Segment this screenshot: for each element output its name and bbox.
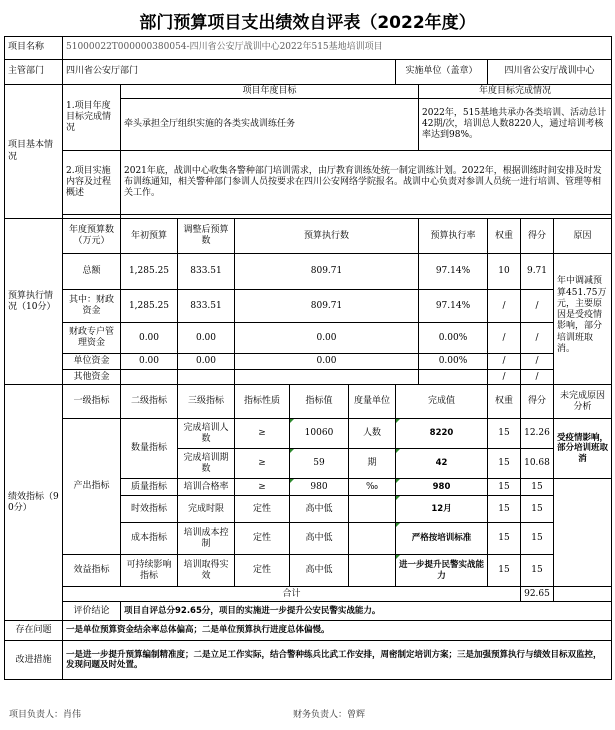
budget-header-adjusted: 调整后预算数 <box>178 219 235 254</box>
total-label: 合计 <box>63 587 521 602</box>
budget-section-label: 预算执行情况（10分） <box>5 219 63 385</box>
basic-info-label: 项目基本情况 <box>5 85 63 219</box>
perf-level2: 可持续影响指标 <box>121 555 178 587</box>
perf-nature: 定性 <box>235 496 290 523</box>
perf-header-level3: 三级指标 <box>178 385 235 419</box>
total-score: 92.65 <box>521 587 554 602</box>
budget-header-weight: 权重 <box>488 219 521 254</box>
perf-actual: 12月 <box>396 496 488 523</box>
perf-level2-quantity: 数量指标 <box>121 419 178 479</box>
budget-executed: 0.00 <box>235 323 419 354</box>
perf-level3: 培训取得实效 <box>178 555 235 587</box>
perf-nature: ≥ <box>235 419 290 449</box>
perf-actual: 42 <box>396 449 488 479</box>
perf-target: 10060 <box>290 419 349 449</box>
perf-weight: 15 <box>488 523 521 555</box>
budget-weight: / <box>488 370 521 385</box>
budget-initial: 0.00 <box>121 354 178 370</box>
budget-row-label: 总额 <box>63 254 121 290</box>
budget-weight: / <box>488 290 521 323</box>
budget-executed: 0.00 <box>235 354 419 370</box>
perf-level3: 完成培训期数 <box>178 449 235 479</box>
perf-level3: 培训合格率 <box>178 479 235 496</box>
annual-goal-header: 项目年度目标 <box>121 85 419 99</box>
budget-weight: 10 <box>488 254 521 290</box>
self-evaluation-table <box>4 36 612 680</box>
perf-nature: ≥ <box>235 449 290 479</box>
perf-level3: 完成培训人数 <box>178 419 235 449</box>
budget-adjusted: 0.00 <box>178 354 235 370</box>
budget-rate: 97.14% <box>419 254 488 290</box>
perf-score: 15 <box>521 479 554 496</box>
budget-row-label: 单位资金 <box>63 354 121 370</box>
dept-value: 四川省公安厅部门 <box>63 60 396 85</box>
budget-row-label: 财政专户管理资金 <box>63 323 121 354</box>
perf-unit <box>349 523 396 555</box>
perf-level3: 完成时限 <box>178 496 235 523</box>
perf-nature: 定性 <box>235 523 290 555</box>
budget-weight: / <box>488 354 521 370</box>
budget-score: / <box>521 323 554 354</box>
budget-rate <box>419 370 488 385</box>
budget-executed: 809.71 <box>235 290 419 323</box>
perf-level1-output: 产出指标 <box>63 419 121 555</box>
perf-header-level1: 一级指标 <box>63 385 121 419</box>
budget-initial: 1,285.25 <box>121 254 178 290</box>
perf-nature: 定性 <box>235 555 290 587</box>
perf-header-unit: 度量单位 <box>349 385 396 419</box>
budget-initial: 1,285.25 <box>121 290 178 323</box>
budget-header-score: 得分 <box>521 219 554 254</box>
perf-reason: 受疫情影响，部分培训班取消 <box>554 419 612 479</box>
budget-header-reason: 原因 <box>554 219 612 254</box>
perf-level2: 质量指标 <box>121 479 178 496</box>
perf-target: 高中低 <box>290 523 349 555</box>
budget-adjusted: 833.51 <box>178 254 235 290</box>
project-name-value: 51000022T000000380054-四川省公安厅战训中心2022年515基地培训项目 <box>63 37 612 60</box>
project-lead-name: 肖伟 <box>63 710 82 720</box>
perf-unit: ‰ <box>349 479 396 496</box>
perf-weight: 15 <box>488 449 521 479</box>
perf-header-nature: 指标性质 <box>235 385 290 419</box>
budget-executed: 809.71 <box>235 254 419 290</box>
perf-header-reason: 未完成原因分析 <box>554 385 612 419</box>
perf-target: 高中低 <box>290 496 349 523</box>
budget-score: / <box>521 290 554 323</box>
finance-lead-name: 曾辉 <box>347 710 366 720</box>
perf-target: 高中低 <box>290 555 349 587</box>
budget-score: 9.71 <box>521 254 554 290</box>
perf-unit <box>349 555 396 587</box>
perf-actual: 进一步提升民警实战能力 <box>396 555 488 587</box>
perf-score: 10.68 <box>521 449 554 479</box>
improvements-label: 改进措施 <box>5 641 63 680</box>
perf-weight: 15 <box>488 419 521 449</box>
completion-text: 2022年，515基地共承办各类培训、活动总计42期/次，培训总人数8220人，通过培训考核率达到98%。 <box>419 99 612 151</box>
budget-rate: 0.00% <box>419 354 488 370</box>
conclusion-label: 评价结论 <box>63 602 121 621</box>
perf-header-score: 得分 <box>521 385 554 419</box>
budget-executed <box>235 370 419 385</box>
perf-weight: 15 <box>488 555 521 587</box>
perf-score: 15 <box>521 496 554 523</box>
budget-adjusted: 833.51 <box>178 290 235 323</box>
conclusion-text: 项目自评总分92.65分，项目的实施进一步提升公安民警实战能力。 <box>121 602 612 621</box>
budget-header-rate: 预算执行率 <box>419 219 488 254</box>
perf-level3: 培训成本控制 <box>178 523 235 555</box>
impl-unit-value: 四川省公安厅战训中心 <box>488 60 612 85</box>
perf-actual: 8220 <box>396 419 488 449</box>
problems-label: 存在问题 <box>5 621 63 641</box>
perf-score: 12.26 <box>521 419 554 449</box>
budget-adjusted: 0.00 <box>178 323 235 354</box>
perf-header-level2: 二级指标 <box>121 385 178 419</box>
implementation-text: 2021年底，战训中心收集各警种部门培训需求，由厅教育训练处统一制定训练计划。2022年，根据训练时间安排及时发布训练通知，相关警种部门参训人员按要求在四川公安网络学院报名。战训中心负责对参训人员统一进行培训、管理等相关工作。 <box>121 151 612 215</box>
budget-rate: 0.00% <box>419 323 488 354</box>
budget-header-initial: 年初预算 <box>121 219 178 254</box>
perf-header-weight: 权重 <box>488 385 521 419</box>
finance-lead-label: 财务负责人： <box>293 710 348 720</box>
annual-goal-text: 牵头承担全厅组织实施的各类实战训练任务 <box>121 99 419 151</box>
problems-text: 一是单位预算资金结余率总体偏高；二是单位预算执行进度总体偏慢。 <box>63 621 612 641</box>
perf-nature: ≥ <box>235 479 290 496</box>
annual-goal-label: 1.项目年度目标完成情况 <box>63 85 121 151</box>
impl-unit-label: 实施单位（盖章） <box>396 60 488 85</box>
dept-label: 主管部门 <box>5 60 63 85</box>
perf-unit: 人数 <box>349 419 396 449</box>
perf-weight: 15 <box>488 479 521 496</box>
page-title: 部门预算项目支出绩效自评表（2022年度） <box>139 13 476 33</box>
project-lead-label: 项目负责人： <box>9 710 64 720</box>
perf-level2: 成本指标 <box>121 523 178 555</box>
perf-header-target: 指标值 <box>290 385 349 419</box>
budget-initial: 0.00 <box>121 323 178 354</box>
budget-header-annual: 年度预算数（万元） <box>63 219 121 254</box>
perf-level1-benefit: 效益指标 <box>63 555 121 587</box>
project-name-label: 项目名称 <box>5 37 63 60</box>
perf-unit: 期 <box>349 449 396 479</box>
implementation-label: 2.项目实施内容及过程概述 <box>63 151 121 215</box>
finance-lead <box>293 707 365 720</box>
perf-score: 15 <box>521 555 554 587</box>
perf-unit <box>349 496 396 523</box>
project-lead <box>9 707 81 720</box>
perf-weight: 15 <box>488 496 521 523</box>
budget-weight: / <box>488 323 521 354</box>
budget-row-label: 其他资金 <box>63 370 121 385</box>
perf-target: 980 <box>290 479 349 496</box>
perf-actual: 严格按培训标准 <box>396 523 488 555</box>
budget-score: / <box>521 354 554 370</box>
perf-target: 59 <box>290 449 349 479</box>
perf-header-actual: 完成值 <box>396 385 488 419</box>
budget-reason: 年中调减预算451.75万元，主要原因是受疫情影响，部分培训班取消。 <box>554 254 612 385</box>
completion-header: 年度目标完成情况 <box>419 85 612 99</box>
budget-header-executed: 预算执行数 <box>235 219 419 254</box>
perf-actual: 980 <box>396 479 488 496</box>
budget-rate: 97.14% <box>419 290 488 323</box>
budget-adjusted <box>178 370 235 385</box>
budget-score: / <box>521 370 554 385</box>
budget-row-label: 其中：财政资金 <box>63 290 121 323</box>
performance-section-label: 绩效指标（90分） <box>5 385 63 621</box>
improvements-text: 一是进一步提升预算编制精准度；二是立足工作实际，结合警种练兵比武工作安排，周密制定培训方案；三是加强预算执行与绩效目标双监控，发现问题及时处置。 <box>63 641 612 680</box>
perf-level2: 时效指标 <box>121 496 178 523</box>
perf-score: 15 <box>521 523 554 555</box>
budget-initial <box>121 370 178 385</box>
